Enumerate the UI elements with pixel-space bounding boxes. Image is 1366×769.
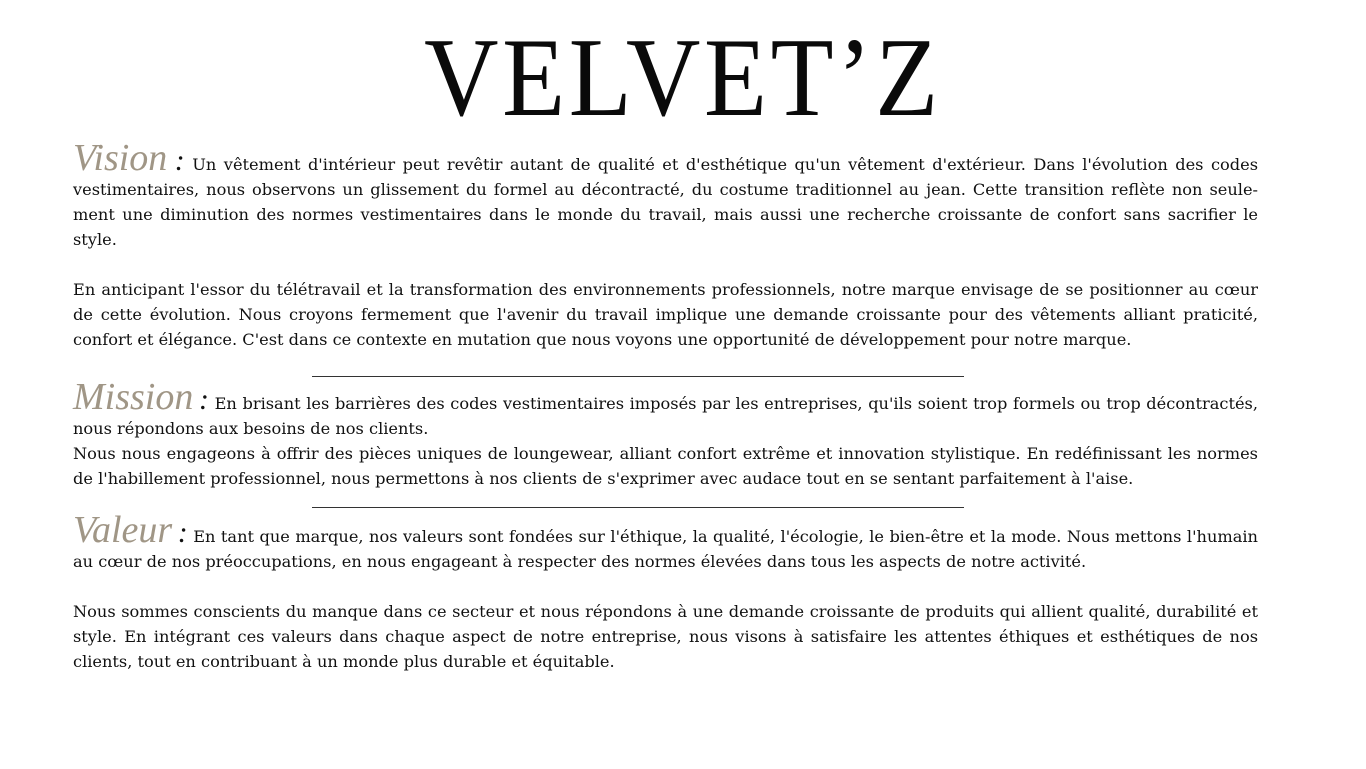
section-divider: [312, 507, 964, 508]
main-content: [73, 137, 1258, 674]
valeur-section: [73, 509, 1258, 674]
section-divider: [312, 376, 964, 377]
valeur-heading: Valeur: [73, 509, 173, 551]
vision-paragraph-1: [73, 137, 1258, 252]
mission-colon: :: [198, 383, 209, 416]
mission-text-1: En brisant les barrières des codes vestimentaires imposés par les entreprises, qu'ils soient trop formels ou trop décontractés, nous répondons aux besoins de nos clients.: [73, 394, 1258, 438]
mission-paragraph-1: [73, 376, 1258, 441]
mission-heading: Mission: [73, 376, 194, 418]
vision-heading: Vision: [73, 137, 168, 179]
mission-paragraph-2: Nous nous engageons à offrir des pièces uniques de loungewear, alliant confort extrême et innovation stylistique. En redéfinissant les normes de l'habillement professionnel, nous permettons à nos clients de s'exprimer avec audace tout en se sentant parfaitement à l'aise.: [73, 444, 1258, 488]
brand-logo: VELVET’Z: [424, 16, 942, 140]
valeur-paragraph-1: [73, 509, 1258, 574]
vision-text-1: Un vêtement d'intérieur peut revêtir autant de qualité et d'esthétique qu'un vêtement d'extérieur. Dans l'évolution des codes vestimentaires, nous observons un glissement du formel au décontracté, du costume traditionnel au jean. Cette transition reflète non seule-ment une diminution des normes vestimentaires dans le monde du travail, mais aussi une recherche croissante de confort sans sacrifier le style.: [73, 155, 1258, 249]
valeur-colon: :: [177, 516, 188, 549]
vision-paragraph-2: En anticipant l'essor du télétravail et la transformation des environnements professionnels, notre marque envisage de se positionner au cœur de cette évolution. Nous croyons fermement que l'avenir du travail implique une demande croissante pour des vêtements alliant praticité, confort et élégance. C'est dans ce contexte en mutation que nous voyons une opportunité de développement pour notre marque.: [73, 280, 1258, 349]
mission-section: [73, 376, 1258, 491]
vision-colon: :: [174, 144, 185, 177]
valeur-paragraph-2: Nous sommes conscients du manque dans ce secteur et nous répondons à une demande croissante de produits qui allient qualité, durabilité et style. En intégrant ces valeurs dans chaque aspect de notre entreprise, nous visons à satisfaire les attentes éthiques et esthétiques de nos clients, tout en contribuant à un monde plus durable et équitable.: [73, 602, 1258, 671]
vision-section: [73, 137, 1258, 352]
valeur-text-1: En tant que marque, nos valeurs sont fondées sur l'éthique, la qualité, l'écologie, le bien-être et la mode. Nous mettons l'humain au cœur de nos préoccupations, en nous engageant à respecter des normes élevées dans tous les aspects de notre activité.: [73, 527, 1258, 571]
